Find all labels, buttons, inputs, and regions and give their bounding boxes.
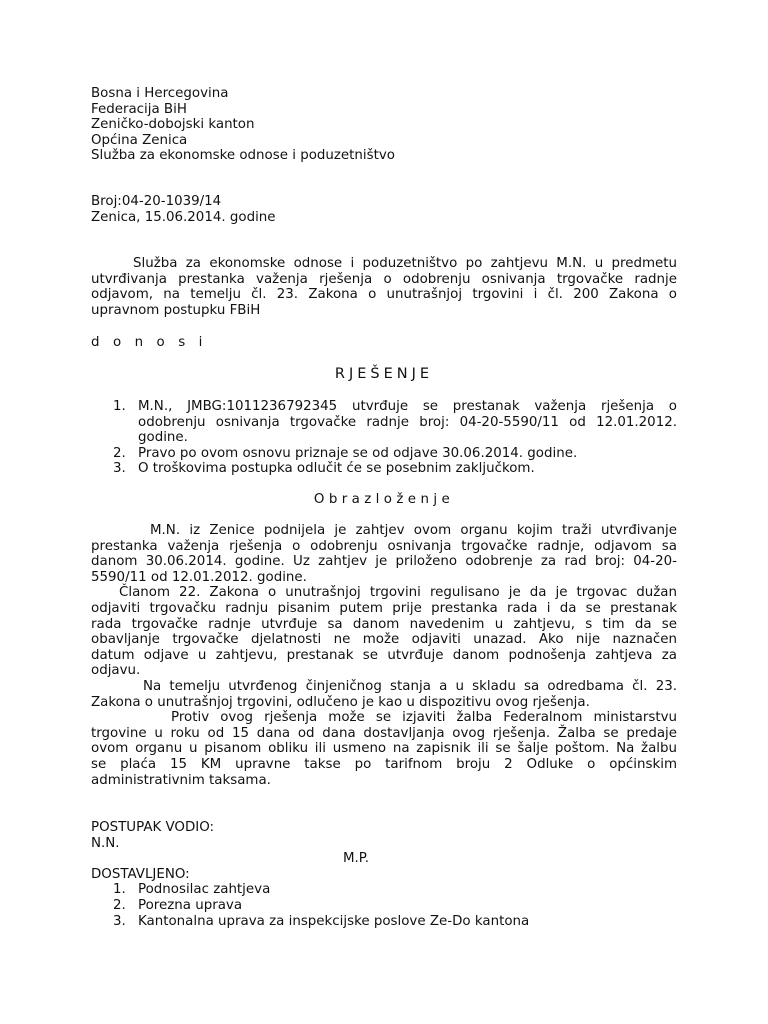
reasoning-paragraph-3: [91, 679, 677, 710]
document-title: RJEŠENJE: [334, 366, 434, 382]
decision-item-number: 3.: [113, 461, 126, 477]
intro-line: Služba za ekonomske odnose i poduzetništvo po zahtjevu M.N. u predmetu: [133, 256, 677, 271]
decision-item: [91, 461, 677, 477]
recipient-item: [91, 898, 677, 914]
header-service: Služba za ekonomske odnose i poduzetništvo: [91, 148, 395, 164]
reference-number: Broj:04-20-1039/14: [91, 194, 222, 209]
recipient-label: Kantonalna uprava za inspekcijske poslove Ze-Do kantona: [138, 913, 530, 929]
procedure-led-by-name: N.N.: [91, 835, 120, 851]
reasoning-line: odjaviti trgovačku radnju pisanim putem prije prestanka rada i da se prestanak: [91, 600, 677, 616]
decision-item-number: 1.: [113, 399, 126, 414]
header-canton: Zeničko-dobojski kanton: [91, 117, 255, 133]
header-country: Bosna i Hercegovina: [91, 86, 229, 101]
recipient-label: Porezna uprava: [138, 897, 243, 913]
recipient-item: [91, 914, 677, 930]
reasoning-line: Članom 22. Zakona o unutrašnjoj trgovini regulisano je da je trgovac dužan: [119, 585, 677, 601]
reasoning-line: Protiv ovog rješenja može se izjaviti žalba Federalnom ministarstvu: [171, 710, 677, 726]
intro-line: odjavom, na temelju čl. 23. Zakona o unutrašnjoj trgovini i čl. 200 Zakona o: [91, 287, 677, 303]
delivered-label: DOSTAVLJENO:: [91, 866, 190, 882]
decision-item-line: odobrenju osnivanja trgovačke radnje broj: 04-20-5590/11 od 12.01.2012.: [138, 414, 677, 430]
intro-line: upravnom postupku FBiH: [91, 302, 261, 318]
reasoning-line: M.N. iz Zenice podnijela je zahtjev ovom organu kojim traži utvrđivanje: [150, 523, 677, 538]
recipient-number: 2.: [113, 897, 126, 913]
issuer-header: [91, 86, 677, 164]
reasoning-line: obavljanje trgovačke djelatnosti ne može odjaviti unazad. Ako nije naznačen: [91, 632, 677, 648]
intro-paragraph: [91, 256, 677, 318]
reasoning-line: rada trgovačke radnje utvrđuje sa danom navedenim u zahtjevu, s tim da se: [91, 616, 677, 632]
reasoning-line: 5590/11 od 12.01.2012. godine.: [91, 569, 307, 585]
reference-block: [91, 194, 677, 225]
decision-item-line: Pravo po ovom osnovu priznaje se od odjave 30.06.2014. godine.: [138, 445, 578, 461]
decision-item-line: M.N., JMBG:1011236792345 utvrđuje se prestanak važenja rješenja o: [138, 399, 677, 414]
reasoning-line: danom 30.06.2014. godine. Uz zahtjev je priloženo odobrenje za rad broj: 04-20-: [91, 554, 677, 570]
reasoning-line: odjavu.: [91, 663, 141, 679]
reasoning-paragraph-4: [91, 710, 677, 788]
reasoning-line: trgovine u roku od 15 dana od dana dostavljanja ovog rješenja. Žalba se predaje: [91, 725, 677, 741]
recipient-label: Podnosilac zahtjeva: [138, 882, 271, 898]
decision-item: [91, 446, 677, 462]
reasoning-line: Na temelju utvrđenog činjeničnog stanja a u skladu sa odredbama čl. 23.: [143, 678, 677, 694]
reasoning-line: se plaća 15 KM upravne takse po tarifnom broju 2 Odluke o općinskim: [91, 756, 677, 772]
reasoning-line: ovom organu u pisanom obliku ili usmeno na zapisnik ili se šalje poštom. Na žalbu: [91, 741, 677, 757]
decision-item: [91, 399, 677, 446]
recipient-list: [91, 882, 677, 929]
decision-item-number: 2.: [113, 445, 126, 461]
reasoning-body: [91, 523, 677, 788]
header-federation: Federacija BiH: [91, 101, 187, 117]
reasoning-line: datum odjave u zahtjevu, prestanak se utvrđuje danom podnošenja zahtjeva za: [91, 647, 677, 663]
recipient-number: 3.: [113, 913, 126, 929]
decision-list: [91, 399, 677, 477]
footer-block: [91, 820, 677, 929]
reference-place-date: Zenica, 15.06.2014. godine: [91, 209, 276, 225]
procedure-led-by-label: POSTUPAK VODIO:: [91, 820, 215, 835]
decision-item-line: godine.: [138, 430, 188, 446]
recipient-item: [91, 882, 677, 898]
reasoning-title: Obrazloženje: [313, 492, 455, 507]
header-municipality: Općina Zenica: [91, 132, 188, 148]
decision-item-line: O troškovima postupka odlučit će se posebnim zaključkom.: [138, 461, 535, 477]
recipient-number: 1.: [113, 882, 126, 898]
reasoning-line: Zakona o unutrašnjoj trgovini, odlučeno je kao u dispozitivu ovog rješenja.: [91, 694, 590, 710]
reasoning-line: administrativnim taksama.: [91, 772, 271, 788]
stamp-placeholder: M.P.: [343, 851, 370, 867]
reasoning-line: prestanka važenja rješenja o odobrenju osnivanja trgovačke radnje, odjavom sa: [91, 538, 677, 554]
reasoning-paragraph-1: [91, 523, 677, 585]
intro-line: utvrđivanja prestanka važenja rješenja o odobrenju osnivanja trgovačke radnje: [91, 271, 677, 287]
donosi-label: d o n o s i: [91, 335, 207, 350]
reasoning-paragraph-2: [91, 585, 677, 679]
